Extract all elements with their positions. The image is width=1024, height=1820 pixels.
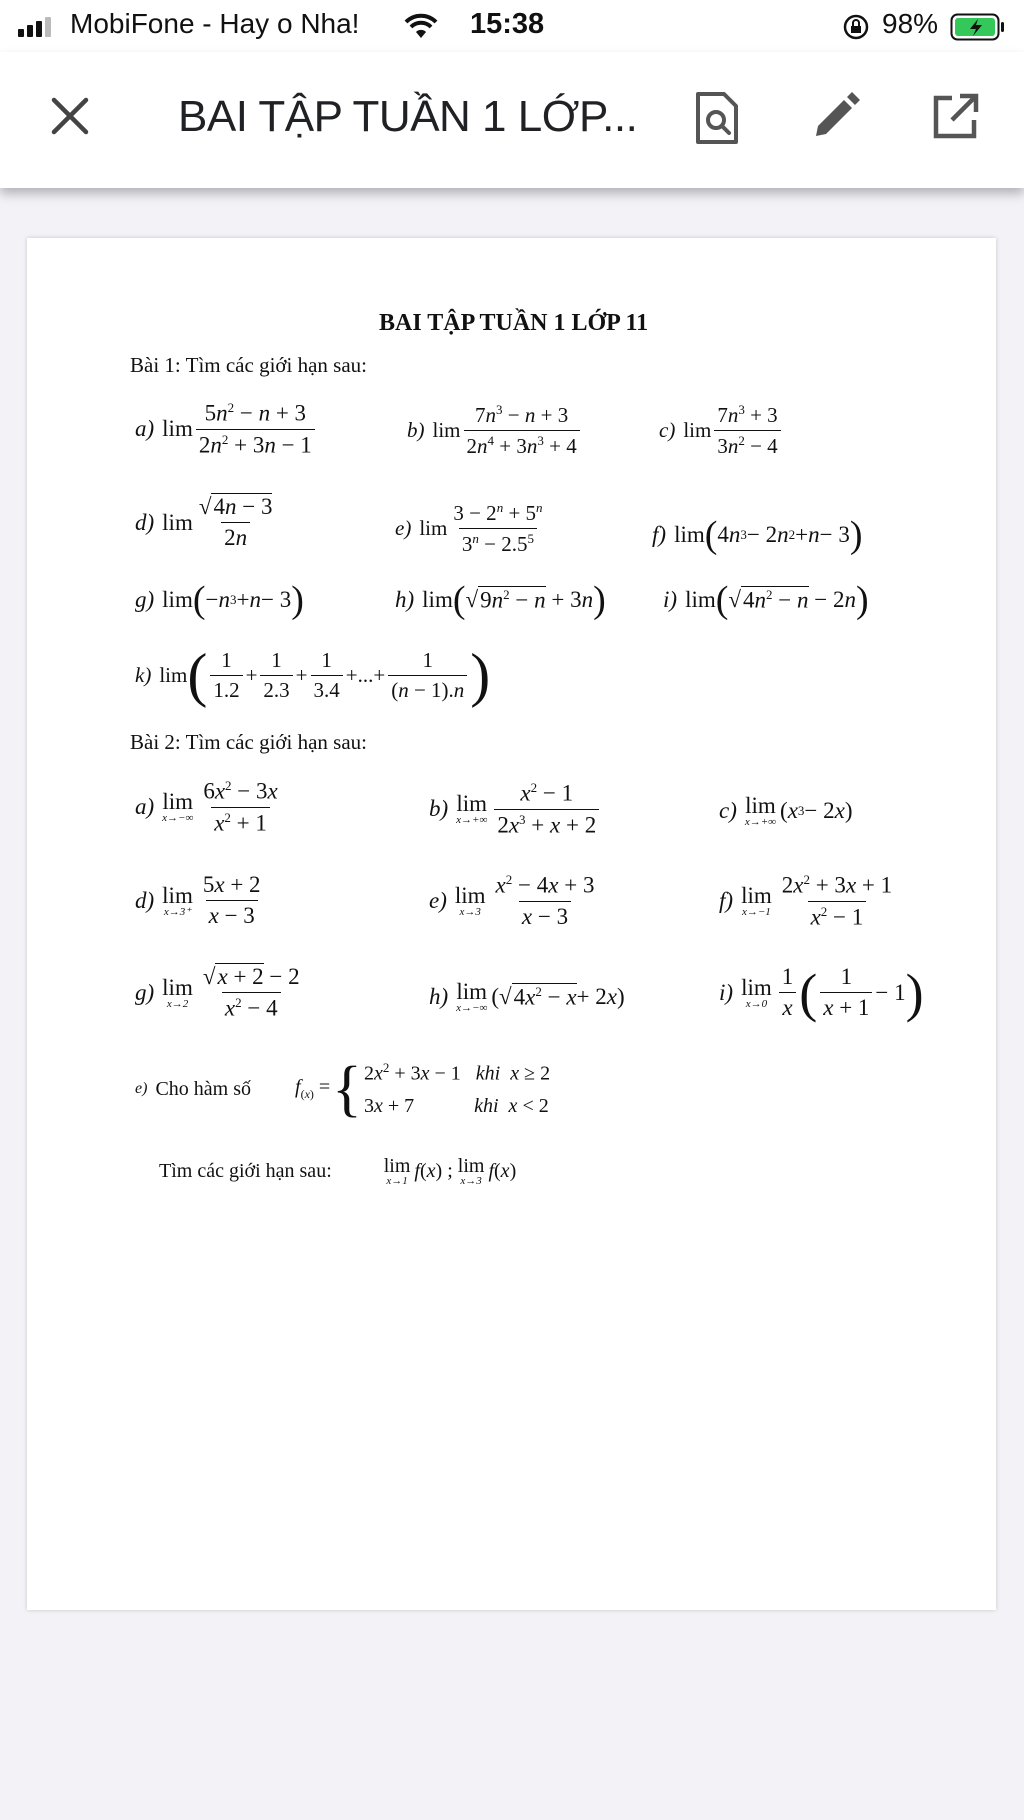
bai1-heading: Bài 1: Tìm các giới hạn sau: <box>130 353 367 377</box>
bai1-h-expression: h) lim ( √ $9n^2 - n$ + 3 n ) <box>395 579 606 621</box>
lim-word: lim <box>683 418 712 442</box>
bai1-g-expression: g) lim ( − n 3 + n − 3 ) <box>135 579 304 621</box>
lim-word: lim <box>456 791 488 817</box>
bai1-c-label: c) <box>659 418 676 442</box>
bai2-f-label: f) <box>719 888 734 914</box>
bai2-h-label: h) <box>429 984 449 1009</box>
lim-word: lim <box>383 1155 411 1177</box>
lim-word: lim <box>162 509 193 535</box>
carrier-name: MobiFone - Hay o Nha! <box>70 8 360 39</box>
lim-word: lim <box>422 587 453 612</box>
bai1-k-label: k) <box>135 662 152 687</box>
bai1-d-expression: d) lim √4n − 3 2n <box>135 494 273 550</box>
bai1-i-expression: i) lim ( √ $4n^2 - n$ − 2 n ) <box>663 579 869 621</box>
clock-time: 15:38 <box>470 8 545 40</box>
bai1-b-expression: b) lim $7n^3 - n + 3$ $2n^4 + 3n^3 + 4$ <box>407 402 583 459</box>
lim-word: lim <box>162 587 193 612</box>
lim-word: lim <box>419 516 448 540</box>
bai2-g-label: g) <box>135 979 155 1005</box>
bai1-i-label: i) <box>663 587 678 612</box>
bai2-g-expression: g) lim x→2 √x + 2 − 2 $x^2 - 4$ <box>135 964 300 1021</box>
document-title: BAI TẬP TUẦN 1 LỚP... <box>178 92 638 141</box>
lim-word: lim <box>741 974 772 1000</box>
bai1-g-label: g) <box>135 587 155 612</box>
piecewise-function: e) Cho hàm số $f_{(x)}$ = { $2x^2 + 3x - 1$ khi x ≥ 2 3x + 7 khi x < 2 <box>135 1055 551 1123</box>
lim-word: lim <box>162 882 193 908</box>
battery-charging-icon <box>950 13 1006 41</box>
bai1-b-label: b) <box>407 418 425 442</box>
bai1-c-expression: c) lim $7n^3 + 3$ $3n^2 - 4$ <box>659 402 784 459</box>
bai2-b-label: b) <box>429 796 449 822</box>
document-toolbar <box>0 52 1024 188</box>
open-external-icon[interactable] <box>930 92 980 142</box>
bai1-e-expression: e) lim $3 - 2^n + 5^n$ $3^n - 2.5^5$ <box>395 500 543 556</box>
bai2-heading: Bài 2: Tìm các giới hạn sau: <box>130 730 367 754</box>
bai2-f-expression: f) lim x→−1 $2x^2 + 3x + 1$ $x^2 - 1$ <box>719 872 893 930</box>
bai1-a-label: a) <box>135 416 155 442</box>
bai1-d-label: d) <box>135 509 155 535</box>
bai2-a-expression: a) lim x→−∞ $6x^2 - 3x$ $x^2 + 1$ <box>135 778 278 836</box>
search-document-icon[interactable] <box>694 92 740 144</box>
lim-word: lim <box>162 974 193 1000</box>
bai1-f-expression: f) lim ( 4 n 3 − 2 n 2 + n − 3 ) <box>652 514 863 556</box>
khi-word: khi <box>474 1095 499 1118</box>
page-title: BAI TẬP TUẦN 1 LỚP 11 <box>379 310 649 336</box>
lim-word: lim <box>454 882 486 908</box>
bai2-i-label: i) <box>719 979 734 1005</box>
lim-word: lim <box>685 587 716 612</box>
bai2-e-expression: e) lim x→3 $x^2 - 4x + 3$ x − 3 <box>429 872 595 929</box>
document-page <box>27 238 996 1610</box>
cellular-signal-icon <box>18 17 51 37</box>
lim-word: lim <box>162 416 193 442</box>
bai1-h-label: h) <box>395 587 415 612</box>
lim-word: lim <box>432 418 461 442</box>
lim-word: lim <box>457 1155 485 1177</box>
bai2-a-label: a) <box>135 794 155 820</box>
edit-pencil-icon[interactable] <box>810 92 860 142</box>
bai2-c-label: c) <box>719 798 737 823</box>
bai2-c-expression: c) lim x→+∞ ( x 3 − 2 x ) <box>719 793 853 828</box>
tim-gioi-han-text: Tìm các giới hạn sau: <box>159 1160 332 1182</box>
lim-word: lim <box>159 662 188 687</box>
cho-ham-so-text: Cho hàm số <box>155 1077 251 1100</box>
khi-word: khi <box>475 1062 501 1085</box>
bai1-k-expression: k) lim ( 1 1.2 + 1 2.3 + 1 3.4 +...+ 1 (n − 1).n ) <box>135 642 491 708</box>
rotation-lock-icon <box>842 13 870 41</box>
lim-word: lim <box>745 793 776 818</box>
lim-word: lim <box>741 883 772 909</box>
close-icon[interactable] <box>48 94 92 138</box>
part-e-label: e) <box>135 1080 148 1097</box>
bai2-e-label: e) <box>429 887 447 913</box>
status-bar <box>0 0 1024 52</box>
bai1-a-expression: a) lim $5n^2 - n + 3$ $2n^2 + 3n - 1$ <box>135 400 318 458</box>
bai2-d-expression: d) lim x→3⁺ 5x + 2 x − 3 <box>135 872 261 928</box>
bai2-i-expression: i) lim x→0 1 x ( 1 x + 1 − 1 ) <box>719 962 924 1023</box>
bai2-b-expression: b) lim x→+∞ $x^2 - 1$ $2x^3 + x + 2$ <box>429 780 602 838</box>
bai1-f-label: f) <box>652 522 667 547</box>
wifi-icon <box>402 12 440 40</box>
bai1-e-label: e) <box>395 516 412 540</box>
battery-percent: 98% <box>882 8 939 39</box>
lim-word: lim <box>674 522 705 547</box>
lim-word: lim <box>162 789 194 815</box>
lim-word: lim <box>456 979 488 1004</box>
bai2-d-label: d) <box>135 887 155 913</box>
bai2-h-expression: h) lim x→−∞ (√ $4x^2 - x$ + 2 x ) <box>429 979 625 1014</box>
find-limits-line: Tìm các giới hạn sau: lim x→1 f ( x ) ; lim x→3 f ( x ) <box>159 1155 517 1187</box>
